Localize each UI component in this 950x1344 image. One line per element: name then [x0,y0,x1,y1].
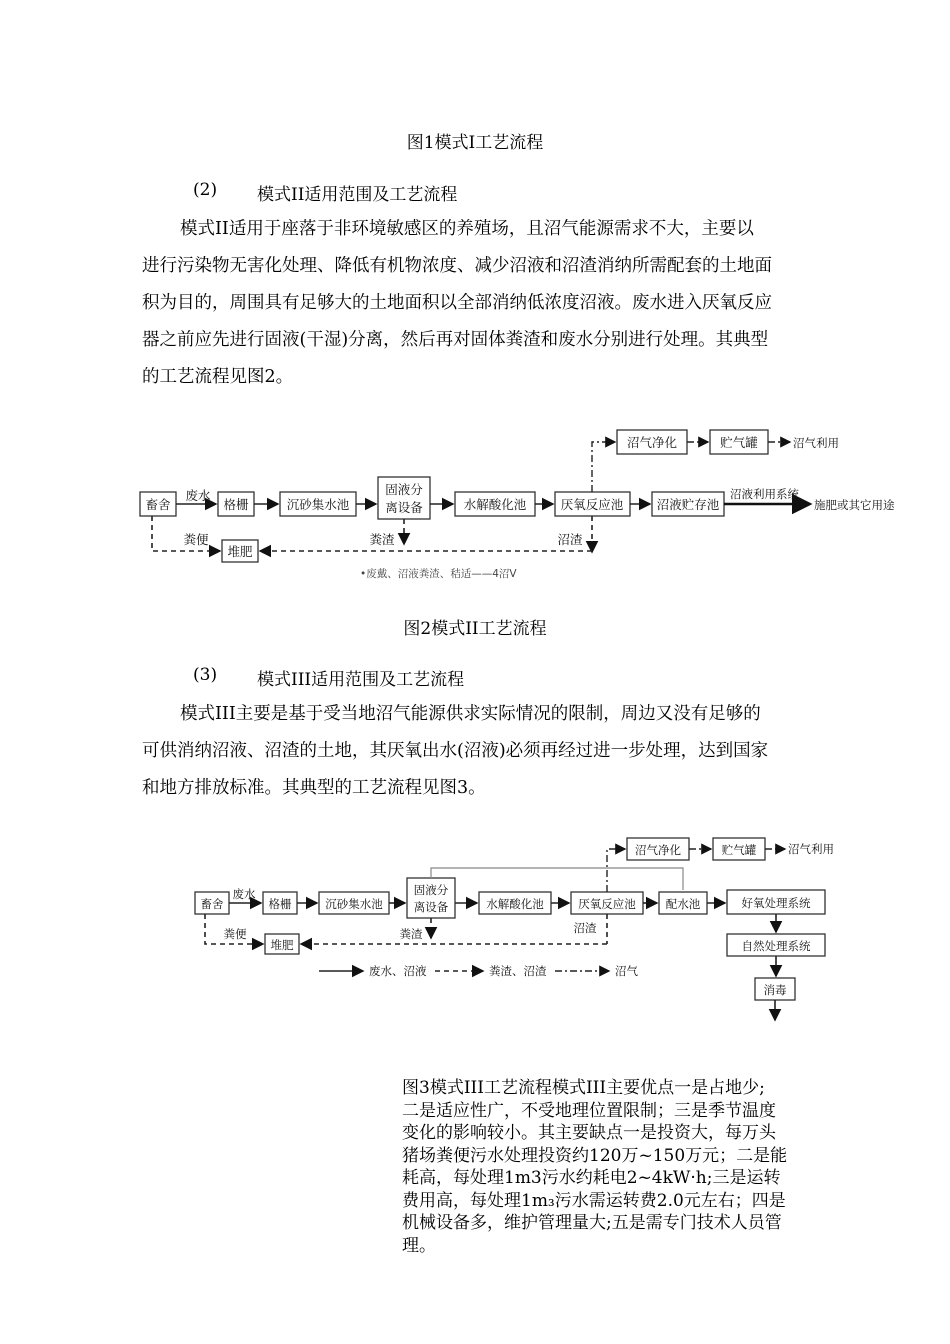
node-chensha-label: 沉砂集水池 [286,497,350,512]
paragraph-line: 机械设备多，维护管理量大;五是需专门技术人员管 [402,1213,782,1233]
node-guye-label-1: 固液分 [413,883,449,897]
paragraph-line: 进行污染物无害化处理、降低有机物浓度、减少沼液和沼渣消纳所需配套的土地面 [142,256,772,276]
figure-3-caption-paragraph [402,1077,847,1257]
legend-dashdot-label: 沼气 [615,964,638,978]
node-yanyang-label: 厌氧反应池 [578,897,636,911]
legend-note: •废戴、沼液粪渣、秸适——4沼V [360,568,517,580]
paragraph-line: 二是适应性广，不受地理位置限制；三是季节温度 [402,1100,776,1121]
section-2-number: (2) [193,180,218,200]
label-fenzha: 粪渣 [399,927,423,941]
paragraph-line: 耗高，每处理1m3污水约耗电2~4kW·h;三是运转 [402,1168,781,1188]
label-shifei: 施肥或其它用途 [814,498,895,512]
biogas-line [592,442,615,492]
label-zhaoye-liyong: 沼液利用系统 [730,487,799,501]
node-guye-label-2: 离设备 [413,900,449,914]
label-fenbian: 粪便 [223,927,247,941]
node-duifei-label: 堆肥 [227,544,253,559]
label-zhaozha: 沼渣 [573,921,597,935]
label-feishui: 废水 [185,488,211,503]
node-xiaodu-label: 消毒 [763,983,787,997]
node-peishui-label: 配水池 [665,897,701,911]
paragraph-line: 可供消纳沼液、沼渣的土地，其厌氧出水(沼液)必须再经过进一步处理，达到国家 [142,741,769,761]
paragraph-line: 变化的影响较小。其主要缺点一是投资大，每万头 [402,1123,776,1143]
paragraph-line: 图3模式III工艺流程模式III主要优点一是占地少; [402,1078,765,1098]
label-zhaoqi-liyong: 沼气利用 [793,436,839,450]
node-chushe-label: 畜舍 [200,897,224,911]
biogas-line [607,849,625,892]
node-zhaoqi-jinghua-label: 沼气净化 [626,435,678,450]
label-zhaozha: 沼渣 [557,532,583,547]
node-chushe-label: 畜舍 [145,497,171,512]
label-feishui: 废水 [232,887,256,901]
paragraph-line: 理。 [402,1235,436,1256]
node-chensha-label: 沉砂集水池 [325,897,383,911]
node-geshan-label: 格栅 [223,497,249,512]
node-haoyang-label: 好氧处理系统 [741,896,811,910]
node-geshan-label: 格栅 [268,897,292,911]
node-zhaoye-pool-label: 沼液贮存池 [656,497,720,512]
node-zhaoqi-jinghua-label: 沼气净化 [635,843,681,857]
legend-solid-label: 废水、沼液 [369,964,427,978]
figure-2-diagram [130,422,920,587]
paragraph-line: 器之前应先进行固液(干湿)分离，然后再对固体粪渣和废水分别进行处理。其典型 [142,330,769,350]
bypass-line [431,868,683,890]
node-duifei-label: 堆肥 [270,938,294,952]
paragraph-line: 模式II适用于座落于非环境敏感区的养殖场，且沼气能源需求不大，主要以 [180,219,754,239]
section-2-title: 模式II适用范围及工艺流程 [257,185,458,205]
paragraph-line: 费用高，每处理1m₃污水需运转费2.0元左右；四是 [402,1190,786,1211]
node-guye-label-2: 离设备 [385,500,423,515]
paragraph-line: 积为目的，周围具有足够大的土地面积以全部消纳低浓度沼液。废水进入厌氧反应 [142,293,772,313]
paragraph-line: 的工艺流程见图2。 [142,367,294,387]
paragraph-line: 猪场粪便污水处理投资约120万~150万元；二是能 [402,1145,788,1166]
section-3-title: 模式III适用范围及工艺流程 [257,670,465,690]
section-3-number: (3) [193,665,218,685]
paragraph-line: 和地方排放标准。其典型的工艺流程见图3。 [142,778,486,798]
paragraph-line: 模式III主要是基于受当地沼气能源供求实际情况的限制，周边又没有足够的 [180,704,761,724]
node-yanyang-label: 厌氧反应池 [560,497,624,512]
section-3-paragraph [142,696,832,807]
node-guye-label-1: 固液分 [385,482,423,497]
label-fenbian: 粪便 [183,532,209,547]
node-shuijie-label: 水解酸化池 [486,897,544,911]
node-chuqiguan-label: 贮气罐 [720,435,758,450]
legend-dashed-label: 粪渣、沼渣 [489,964,547,978]
label-zhaoqi-liyong: 沼气利用 [788,842,834,856]
node-ziran-label: 自然处理系统 [741,939,811,953]
node-chuqiguan-label: 贮气罐 [721,843,757,857]
label-fenzha: 粪渣 [369,532,395,547]
figure-3-diagram [185,828,855,1028]
section-2-paragraph [142,211,832,396]
node-shuijie-label: 水解酸化池 [463,497,527,512]
figure-1-caption: 图1模式I工艺流程 [406,133,544,153]
figure-2-caption: 图2模式II工艺流程 [403,619,547,639]
